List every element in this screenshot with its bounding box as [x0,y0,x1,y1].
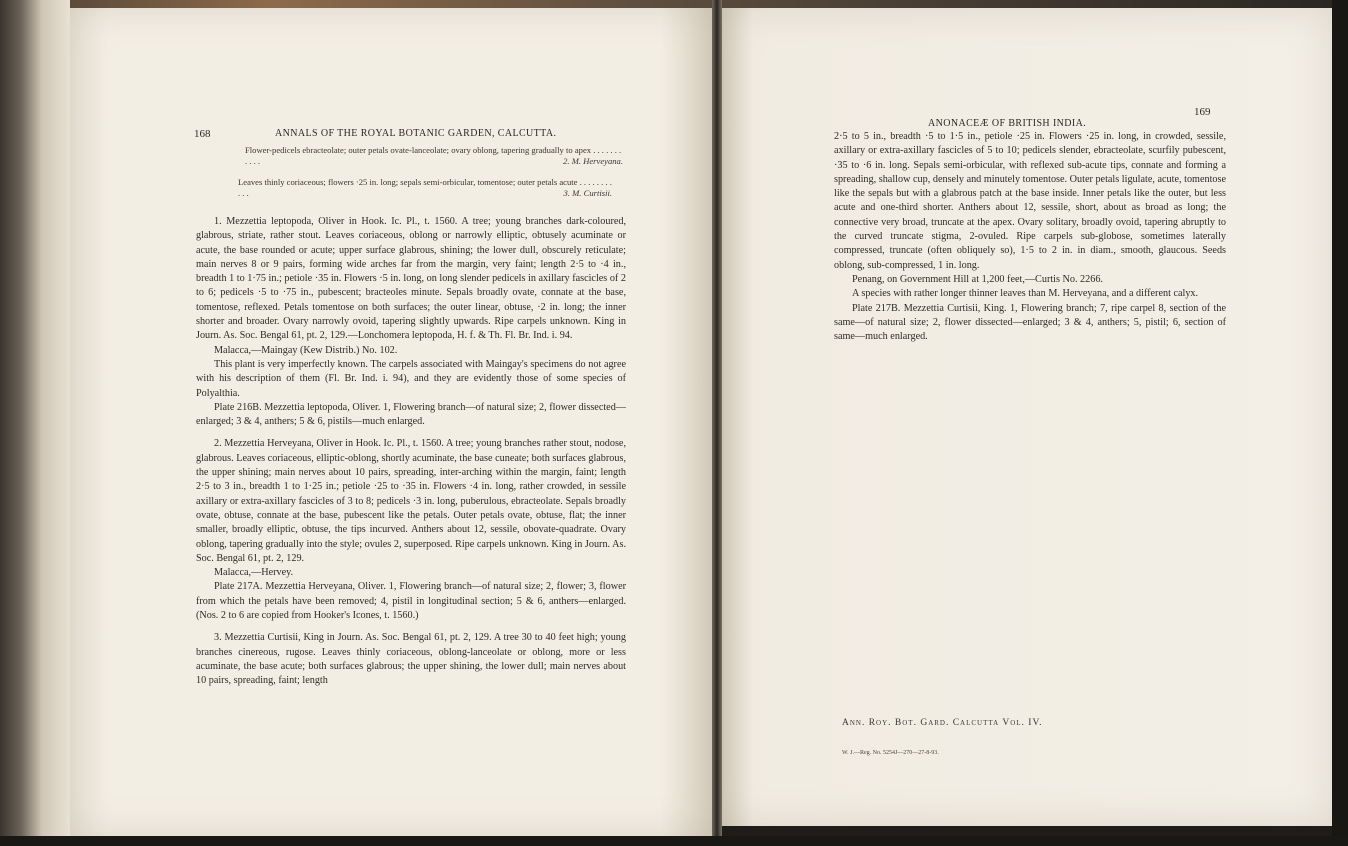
right-running-header: ANONACEÆ OF BRITISH INDIA. [928,118,1087,129]
right-body-text [834,130,1226,344]
species-3-description: 3. Mezzettia Curtisii, King in Journ. As. Soc. Bengal 61, pt. 2, 129. A tree 30 to 40 feet high; young branches cinereous, rugose. Leaves thinly coriaceous, oblong-lanceolate or oblong, more or less acuminate, the base acute; both surfaces glabrous; the upper shining, the lower dull; main nerves about 10 pairs, spreading, faint; length [196,632,626,687]
left-body-text [196,215,626,689]
printer-imprint: W. J.—Reg. No. 5254J—270—27-8-93. [842,750,939,756]
left-page-number: 168 [194,128,211,140]
plate-217a-caption: Plate 217A. Mezzettia Herveyana, Oliver. 1, Flowering branch—of natural size; 2, flower; 3, flower from which the petals have been removed; 4, pistil in longitudinal section; 5 & 6, anthers—enlarged. (Nos. 2 to 6 are copied from Hooker's Icones, t. 1560.) [196,581,626,622]
key-entry-2-text: Leaves thinly coriaceous; flowers ·25 in. long; sepals semi-orbicular, tomentose; outer petals acute . . . . . . . . . . . [238,177,612,198]
book-binding [0,0,70,846]
left-page [70,8,712,836]
key-entry-1-text: Flower-pedicels ebracteolate; outer petals ovate-lanceolate; ovary oblong, tapering gradually to apex . . . . . . . . . . . [245,145,622,166]
plate-217b-caption: Plate 217B. Mezzettia Curtisii, King. 1, Flowering branch; 7, ripe carpel 8, section of the same—of natural size; 2, flower dissected—enlarged; 3 & 4, anthers; 5, pistil; 6, section of same—much enlarged. [834,302,1226,343]
left-running-header: ANNALS OF THE ROYAL BOTANIC GARDEN, CALCUTTA. [275,128,557,139]
top-edge [0,0,1348,8]
key-entry-1-result: 2. M. Herveyana. [563,156,623,166]
species-3-note: A species with rather longer thinner leaves than M. Herveyana, and a different calyx. [852,288,1199,300]
plate-footer: Ann. Roy. Bot. Gard. Calcutta Vol. IV. [842,718,1043,728]
book-gutter [712,0,722,846]
bottom-edge [0,836,1348,846]
species-2-locality: Malacca,—Hervey. [214,567,294,579]
species-1-note: This plant is very imperfectly known. The carpels associated with Maingay's specimens do not agree with his description of them (Fl. Br. Ind. i. 94), and they are evidently those of some species of Polyalthia. [196,358,626,399]
species-3-description-continued: 2·5 to 5 in., breadth ·5 to 1·5 in., petiole ·25 in. Flowers ·25 in. long, in crowded, sessile, axillary or extra-axillary fascicles of 5 to 10; pedicels slender, ebracteolate, scurfily pubescent, ·35 to ·6 in. long. Sepals semi-orbicular, with reflexed sub-acute tips, connate and forming a spreading, shallow cup, densely and minutely tomentose. Outer petals ligulate, acute, tomentose like the sepals but with a glabrous patch at the base inside. Inner petals like the outer, but less acute and one-third shorter. Anthers about 12, sessile, short, about as broad as long; the connective very broad, truncate at the apex. Ovary solitary, broadly ovoid, tapering abruptly to the curved truncate stigma, 2-ovuled. Ripe carpels sub-globose, sometimes laterally compressed, truncate (often obliquely so), 1·5 to 2 in. in diam., smooth, glaucous. Seeds oblong, sub-compressed, 1 in. long. [834,131,1226,271]
right-edge [1332,0,1348,846]
species-1-description: 1. Mezzettia leptopoda, Oliver in Hook. Ic. Pl., t. 1560. A tree; young branches dark-coloured, glabrous, striate, rather stout. Leaves coriaceous, oblong or narrowly elliptic, obtusely acuminate or acute, the base rounded or acute; upper surface glabrous, shining; the lower dull, obscurely reticulate; main nerves 8 or 9 pairs, forming wide arches far from the margin, very faint; length 2·5 to ·4 in., breadth 1 to 1·75 in.; petiole ·35 in. Flowers ·5 in. long, on long slender pedicels in axillary fascicles of 2 to 6; pedicels ·5 to ·75 in., pubescent; bracteoles minute. Sepals broadly ovate, connate at the base, tomentose, reflexed. Petals tomentose on both surfaces; the outer linear, obtuse, ·2 in. long; the inner shorter and broader. Ovary narrowly ovoid, tapering slightly upwards. Ripe carpels unknown. King in Journ. As. Soc. Bengal 61, pt. 2, 129.—Lonchomera leptopoda, H. f. & Th. Fl. Br. Ind. i. 94. [196,216,626,342]
key-entry-2 [238,177,612,199]
plate-216b-caption: Plate 216B. Mezzettia leptopoda, Oliver. 1, Flowering branch—of natural size; 2, flower dissected—enlarged; 3 & 4, anthers; 5 & 6, pistils—much enlarged. [196,401,626,428]
key-entry-2-result: 3. M. Curtisii. [563,188,612,198]
key-entry-1 [245,145,623,167]
species-1-locality: Malacca,—Maingay (Kew Distrib.) No. 102. [214,344,398,356]
species-2-description: 2. Mezzettia Herveyana, Oliver in Hook. Ic. Pl., t. 1560. A tree; young branches rather stout, nodose, glabrous. Leaves coriaceous, elliptic-oblong, shortly acuminate, the base cuneate; both surfaces glabrous, the upper shining; main nerves about 10 pairs, spreading, inter-arching within the margin, faint; length 2·5 to 3 in., breadth 1 to 1·25 in.; petiole ·25 to ·35 in. Flowers ·4 in. long, rather crowded, in sessile axillary or extra-axillary fascicles of 3 to 8; pedicels ·3 in. long, puberulous, ebracteolate. Sepals broadly ovate, obtuse, connate at the base, pubescent like the petals. Outer petals ovate, obtuse, flat; the inner smaller, broadly elliptic, obtuse, the tips incurved. Anthers about 12, sessile, obovate-quadrate. Ovary oblong, tapering gradually into the style; ovules 2, superposed. Ripe carpels unknown. King in Journ. As. Soc. Bengal 61, pt. 2, 129. [196,438,626,564]
species-3-locality: Penang, on Government Hill at 1,200 feet,—Curtis No. 2266. [852,273,1103,285]
right-page-number: 169 [1194,106,1211,118]
right-page [722,8,1332,826]
